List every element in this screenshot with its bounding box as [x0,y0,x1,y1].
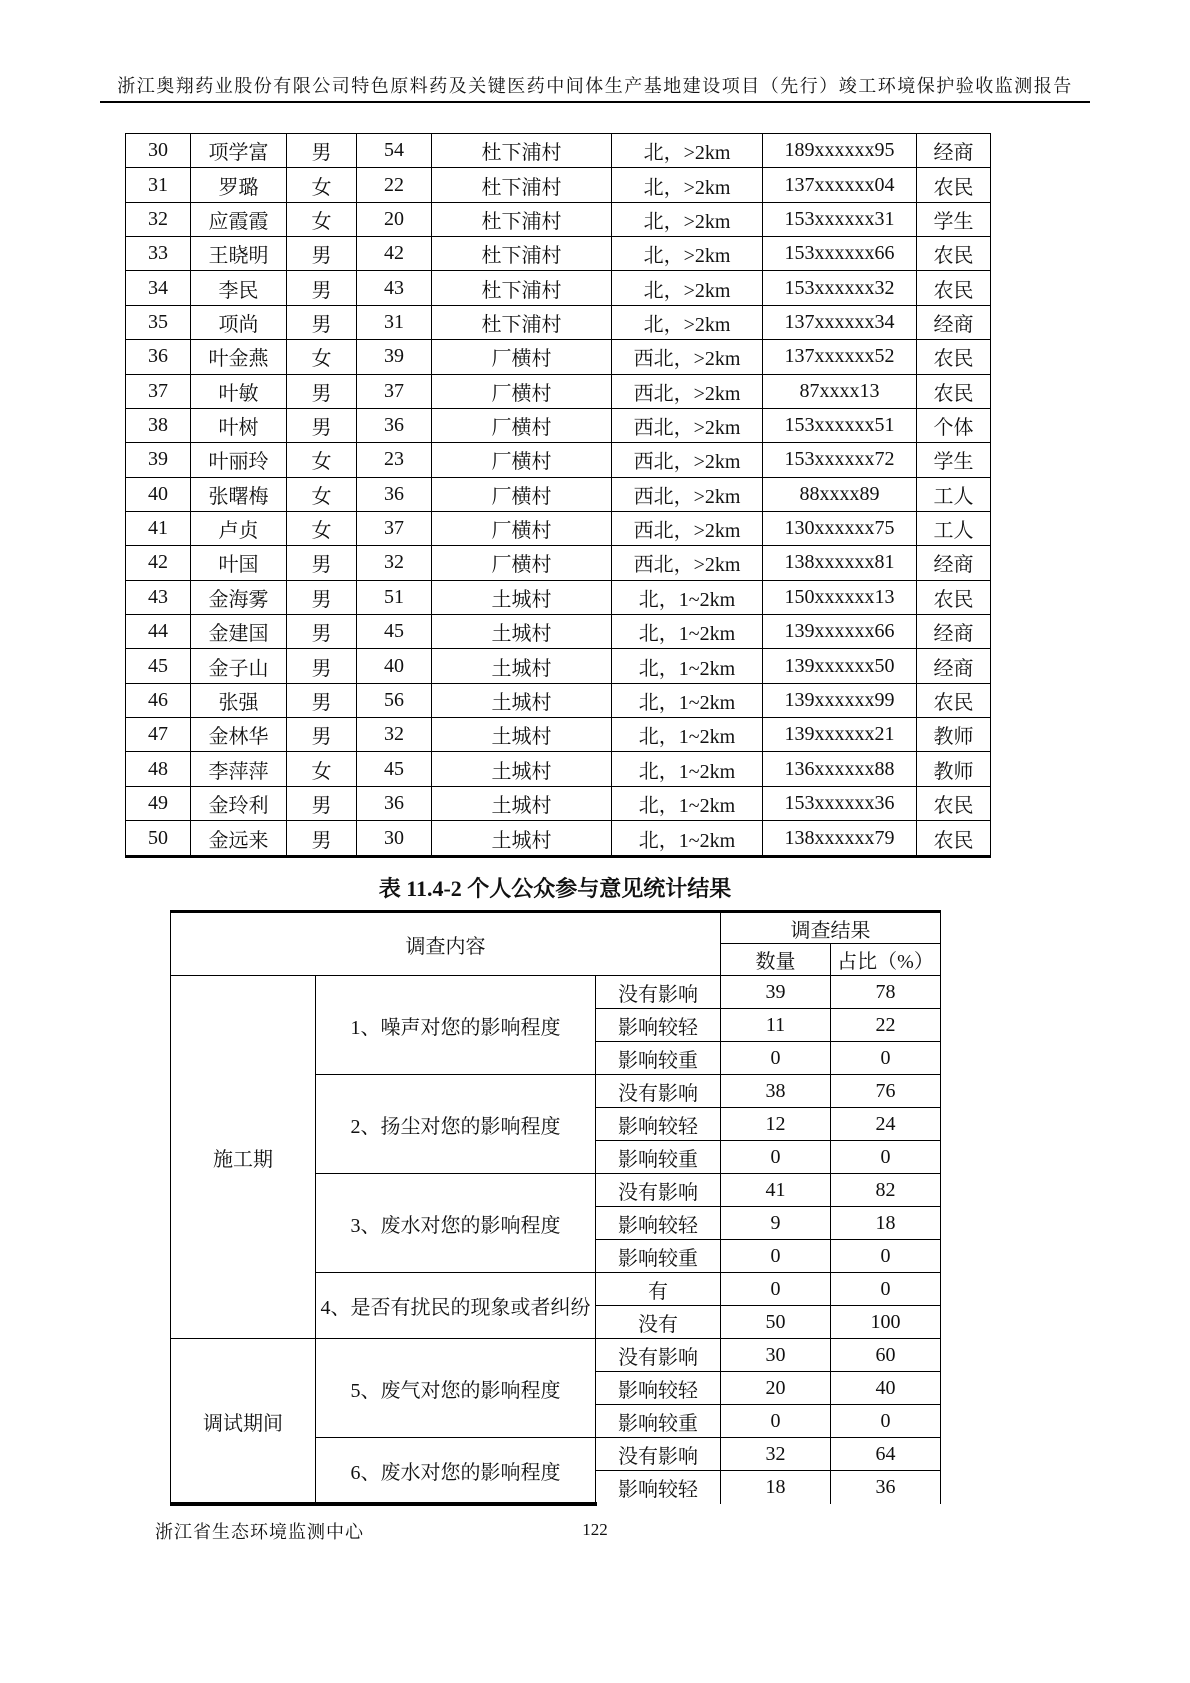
respondent-cell: 31 [357,305,432,339]
respondent-cell: 教师 [917,752,991,786]
respondent-cell: 厂横村 [432,477,612,511]
respondent-cell: 138xxxxxx79 [763,821,917,857]
respondent-cell: 西北，>2km [612,443,763,477]
percent-cell: 36 [831,1471,941,1504]
respondent-cell: 北，>2km [612,237,763,271]
respondent-cell: 西北，>2km [612,408,763,442]
respondent-cell: 男 [287,718,357,752]
respondent-cell: 153xxxxxx72 [763,443,917,477]
respondents-table-body [126,134,991,857]
respondent-cell: 30 [357,821,432,857]
count-cell: 12 [721,1108,831,1141]
respondent-cell: 43 [357,271,432,305]
respondent-cell: 36 [357,786,432,820]
respondent-cell: 39 [357,340,432,374]
respondent-cell: 李民 [191,271,287,305]
respondent-cell: 42 [357,237,432,271]
respondent-row [126,649,991,683]
page-number: 122 [582,1520,608,1539]
count-cell: 0 [721,1405,831,1438]
count-cell: 20 [721,1372,831,1405]
option-cell: 影响较重 [596,1240,721,1273]
count-cell: 50 [721,1306,831,1339]
percent-cell: 100 [831,1306,941,1339]
respondent-cell: 46 [126,683,191,717]
option-cell: 有 [596,1273,721,1306]
respondent-cell: 87xxxx13 [763,374,917,408]
respondent-cell: 男 [287,134,357,168]
respondent-cell: 153xxxxxx66 [763,237,917,271]
count-cell: 11 [721,1009,831,1042]
respondent-cell: 37 [126,374,191,408]
respondent-row [126,237,991,271]
option-cell: 影响较轻 [596,1108,721,1141]
respondent-cell: 经商 [917,546,991,580]
count-cell: 18 [721,1471,831,1504]
respondent-cell: 女 [287,340,357,374]
respondent-cell: 42 [126,546,191,580]
option-cell: 影响较重 [596,1405,721,1438]
respondent-cell: 北，1~2km [612,821,763,857]
percent-cell: 82 [831,1174,941,1207]
respondent-cell: 49 [126,786,191,820]
respondent-cell: 北，1~2km [612,786,763,820]
respondent-cell: 31 [126,168,191,202]
percent-cell: 24 [831,1108,941,1141]
question-cell: 6、废水对您的影响程度 [316,1438,596,1504]
stats-table-head [171,912,941,976]
respondent-row [126,408,991,442]
respondent-cell: 男 [287,271,357,305]
percent-cell: 22 [831,1009,941,1042]
respondent-cell: 37 [357,374,432,408]
respondent-cell: 农民 [917,683,991,717]
respondent-cell: 36 [126,340,191,374]
option-cell: 没有 [596,1306,721,1339]
respondent-cell: 西北，>2km [612,340,763,374]
respondent-cell: 金子山 [191,649,287,683]
header-divider [100,101,1090,103]
respondent-cell: 农民 [917,168,991,202]
respondent-row [126,202,991,236]
respondent-cell: 男 [287,305,357,339]
respondent-cell: 50 [126,821,191,857]
respondent-row [126,615,991,649]
option-cell: 影响较重 [596,1141,721,1174]
respondent-cell: 北，>2km [612,305,763,339]
percent-cell: 78 [831,976,941,1009]
respondent-cell: 女 [287,511,357,545]
count-cell: 0 [721,1042,831,1075]
respondent-cell: 北，1~2km [612,683,763,717]
respondent-cell: 杜下浦村 [432,134,612,168]
question-cell: 5、废气对您的影响程度 [316,1339,596,1438]
respondent-cell: 153xxxxxx31 [763,202,917,236]
count-cell: 30 [721,1339,831,1372]
respondent-cell: 43 [126,580,191,614]
stats-table [170,910,941,1504]
respondent-cell: 北，1~2km [612,752,763,786]
respondent-cell: 土城村 [432,580,612,614]
respondent-cell: 项学富 [191,134,287,168]
count-cell: 9 [721,1207,831,1240]
respondent-cell: 44 [126,615,191,649]
respondent-cell: 22 [357,168,432,202]
respondent-cell: 北，1~2km [612,615,763,649]
respondent-cell: 厂横村 [432,340,612,374]
respondent-cell: 金玲利 [191,786,287,820]
respondent-cell: 北，1~2km [612,718,763,752]
respondent-cell: 139xxxxxx66 [763,615,917,649]
percent-cell: 18 [831,1207,941,1240]
respondent-cell: 北，>2km [612,134,763,168]
respondent-cell: 土城村 [432,752,612,786]
count-cell: 0 [721,1273,831,1306]
footer-organization: 浙江省生态环境监测中心 [155,1522,364,1542]
option-cell: 没有影响 [596,1174,721,1207]
respondent-cell: 45 [126,649,191,683]
period-cell: 调试期间 [171,1339,316,1504]
respondent-cell: 150xxxxxx13 [763,580,917,614]
respondent-cell: 139xxxxxx99 [763,683,917,717]
question-cell: 4、是否有扰民的现象或者纠纷 [316,1273,596,1339]
percent-cell: 60 [831,1339,941,1372]
respondent-cell: 男 [287,546,357,580]
respondent-cell: 136xxxxxx88 [763,752,917,786]
respondent-cell: 经商 [917,305,991,339]
percent-cell: 0 [831,1042,941,1075]
respondent-cell: 农民 [917,580,991,614]
stats-table-wrapper [170,910,940,1504]
respondent-cell: 37 [357,511,432,545]
respondent-cell: 40 [126,477,191,511]
respondent-cell: 54 [357,134,432,168]
option-cell: 影响较重 [596,1042,721,1075]
respondent-cell: 杜下浦村 [432,168,612,202]
respondent-row [126,786,991,820]
respondent-cell: 个体 [917,408,991,442]
respondent-cell: 女 [287,752,357,786]
percent-cell: 64 [831,1438,941,1471]
respondent-cell: 153xxxxxx36 [763,786,917,820]
respondent-cell: 杜下浦村 [432,237,612,271]
percent-cell: 0 [831,1240,941,1273]
respondent-cell: 男 [287,408,357,442]
respondent-cell: 38 [126,408,191,442]
respondent-cell: 36 [357,477,432,511]
respondent-row [126,168,991,202]
respondent-cell: 经商 [917,134,991,168]
header-count: 数量 [721,944,831,976]
respondent-cell: 女 [287,477,357,511]
percent-cell: 76 [831,1075,941,1108]
option-cell: 没有影响 [596,976,721,1009]
respondent-cell: 农民 [917,821,991,857]
percent-cell: 0 [831,1273,941,1306]
respondent-cell: 137xxxxxx34 [763,305,917,339]
percent-cell: 0 [831,1405,941,1438]
respondent-cell: 金建国 [191,615,287,649]
percent-cell: 0 [831,1141,941,1174]
respondent-cell: 32 [357,718,432,752]
respondent-cell: 56 [357,683,432,717]
stats-row [171,976,941,1009]
respondents-table [125,133,991,858]
header-survey-result: 调查结果 [721,912,941,944]
respondent-cell: 男 [287,580,357,614]
respondent-cell: 西北，>2km [612,477,763,511]
respondent-cell: 叶敏 [191,374,287,408]
count-cell: 0 [721,1240,831,1273]
respondent-cell: 47 [126,718,191,752]
respondent-cell: 35 [126,305,191,339]
count-cell: 32 [721,1438,831,1471]
question-cell: 2、扬尘对您的影响程度 [316,1075,596,1174]
option-cell: 影响较轻 [596,1471,721,1504]
respondent-cell: 137xxxxxx04 [763,168,917,202]
respondent-cell: 西北，>2km [612,546,763,580]
respondent-cell: 项尚 [191,305,287,339]
respondent-cell: 金海雾 [191,580,287,614]
respondent-cell: 88xxxx89 [763,477,917,511]
respondent-row [126,443,991,477]
respondent-row [126,718,991,752]
respondent-cell: 51 [357,580,432,614]
respondent-cell: 叶丽玲 [191,443,287,477]
respondent-cell: 农民 [917,374,991,408]
respondent-cell: 卢贞 [191,511,287,545]
respondent-cell: 男 [287,649,357,683]
respondent-cell: 男 [287,237,357,271]
respondent-row [126,821,991,857]
respondent-row [126,752,991,786]
respondent-cell: 32 [126,202,191,236]
respondent-cell: 学生 [917,202,991,236]
percent-cell: 40 [831,1372,941,1405]
respondent-cell: 北，>2km [612,202,763,236]
respondent-cell: 139xxxxxx50 [763,649,917,683]
option-cell: 影响较轻 [596,1207,721,1240]
respondent-cell: 金林华 [191,718,287,752]
respondent-cell: 农民 [917,237,991,271]
respondent-cell: 30 [126,134,191,168]
stats-table-title: 表 11.4-2 个人公众参与意见统计结果 [378,876,732,901]
stats-header-row-1 [171,912,941,944]
respondent-row [126,683,991,717]
respondent-cell: 女 [287,202,357,236]
respondent-row [126,134,991,168]
respondent-row [126,271,991,305]
respondent-row [126,580,991,614]
respondent-cell: 西北，>2km [612,511,763,545]
respondent-cell: 北，>2km [612,168,763,202]
respondent-cell: 应霞霞 [191,202,287,236]
question-cell: 1、噪声对您的影响程度 [316,976,596,1075]
respondent-cell: 女 [287,168,357,202]
respondent-cell: 李萍萍 [191,752,287,786]
respondent-cell: 北，1~2km [612,649,763,683]
stats-row [171,1339,941,1372]
respondent-cell: 153xxxxxx51 [763,408,917,442]
respondent-cell: 杜下浦村 [432,305,612,339]
respondent-cell: 45 [357,615,432,649]
respondent-cell: 男 [287,821,357,857]
respondent-cell: 叶国 [191,546,287,580]
option-cell: 没有影响 [596,1339,721,1372]
header-survey-content: 调查内容 [171,912,721,976]
respondent-cell: 女 [287,443,357,477]
respondent-cell: 张强 [191,683,287,717]
respondent-cell: 叶树 [191,408,287,442]
respondent-cell: 189xxxxxx95 [763,134,917,168]
respondent-cell: 土城村 [432,649,612,683]
respondent-cell: 45 [357,752,432,786]
respondent-row [126,305,991,339]
respondent-cell: 张曙梅 [191,477,287,511]
option-cell: 没有影响 [596,1438,721,1471]
respondent-cell: 工人 [917,511,991,545]
period-cell: 施工期 [171,976,316,1339]
respondent-cell: 137xxxxxx52 [763,340,917,374]
count-cell: 0 [721,1141,831,1174]
respondent-cell: 36 [357,408,432,442]
respondent-cell: 西北，>2km [612,374,763,408]
respondent-cell: 34 [126,271,191,305]
respondent-cell: 48 [126,752,191,786]
respondent-row [126,477,991,511]
respondent-cell: 39 [126,443,191,477]
respondent-cell: 130xxxxxx75 [763,511,917,545]
header-percent: 占比（%） [831,944,941,976]
respondent-row [126,340,991,374]
count-cell: 38 [721,1075,831,1108]
respondent-cell: 学生 [917,443,991,477]
respondent-cell: 男 [287,683,357,717]
respondent-cell: 厂横村 [432,511,612,545]
stats-table-body [171,976,941,1504]
respondent-cell: 金远来 [191,821,287,857]
respondent-cell: 土城村 [432,683,612,717]
respondent-cell: 农民 [917,340,991,374]
respondent-cell: 厂横村 [432,374,612,408]
respondent-cell: 叶金燕 [191,340,287,374]
respondent-cell: 农民 [917,786,991,820]
respondent-cell: 153xxxxxx32 [763,271,917,305]
respondent-cell: 北，1~2km [612,580,763,614]
respondent-cell: 男 [287,615,357,649]
respondent-cell: 41 [126,511,191,545]
respondent-row [126,546,991,580]
respondent-row [126,374,991,408]
respondent-cell: 厂横村 [432,546,612,580]
option-cell: 影响较轻 [596,1009,721,1042]
document-header-text: 浙江奥翔药业股份有限公司特色原料药及关键医药中间体生产基地建设项目（先行）竣工环境保护验收监测报告 [117,76,1073,96]
count-cell: 41 [721,1174,831,1207]
respondent-cell: 23 [357,443,432,477]
option-cell: 影响较轻 [596,1372,721,1405]
respondent-cell: 40 [357,649,432,683]
respondent-cell: 32 [357,546,432,580]
respondent-cell: 农民 [917,271,991,305]
respondent-cell: 教师 [917,718,991,752]
count-cell: 39 [721,976,831,1009]
respondent-row [126,511,991,545]
respondent-cell: 厂横村 [432,408,612,442]
respondent-cell: 厂横村 [432,443,612,477]
page-cut-table-border [170,1502,597,1506]
respondent-cell: 土城村 [432,786,612,820]
respondent-cell: 经商 [917,615,991,649]
respondent-cell: 33 [126,237,191,271]
respondent-cell: 土城村 [432,615,612,649]
respondent-cell: 土城村 [432,821,612,857]
respondent-cell: 王晓明 [191,237,287,271]
question-cell: 3、废水对您的影响程度 [316,1174,596,1273]
respondent-cell: 20 [357,202,432,236]
respondent-cell: 罗璐 [191,168,287,202]
respondent-cell: 男 [287,374,357,408]
respondent-cell: 杜下浦村 [432,271,612,305]
respondent-cell: 138xxxxxx81 [763,546,917,580]
respondent-cell: 139xxxxxx21 [763,718,917,752]
respondent-cell: 土城村 [432,718,612,752]
respondent-cell: 男 [287,786,357,820]
respondent-cell: 北，>2km [612,271,763,305]
respondent-cell: 经商 [917,649,991,683]
respondent-cell: 杜下浦村 [432,202,612,236]
respondent-cell: 工人 [917,477,991,511]
option-cell: 没有影响 [596,1075,721,1108]
